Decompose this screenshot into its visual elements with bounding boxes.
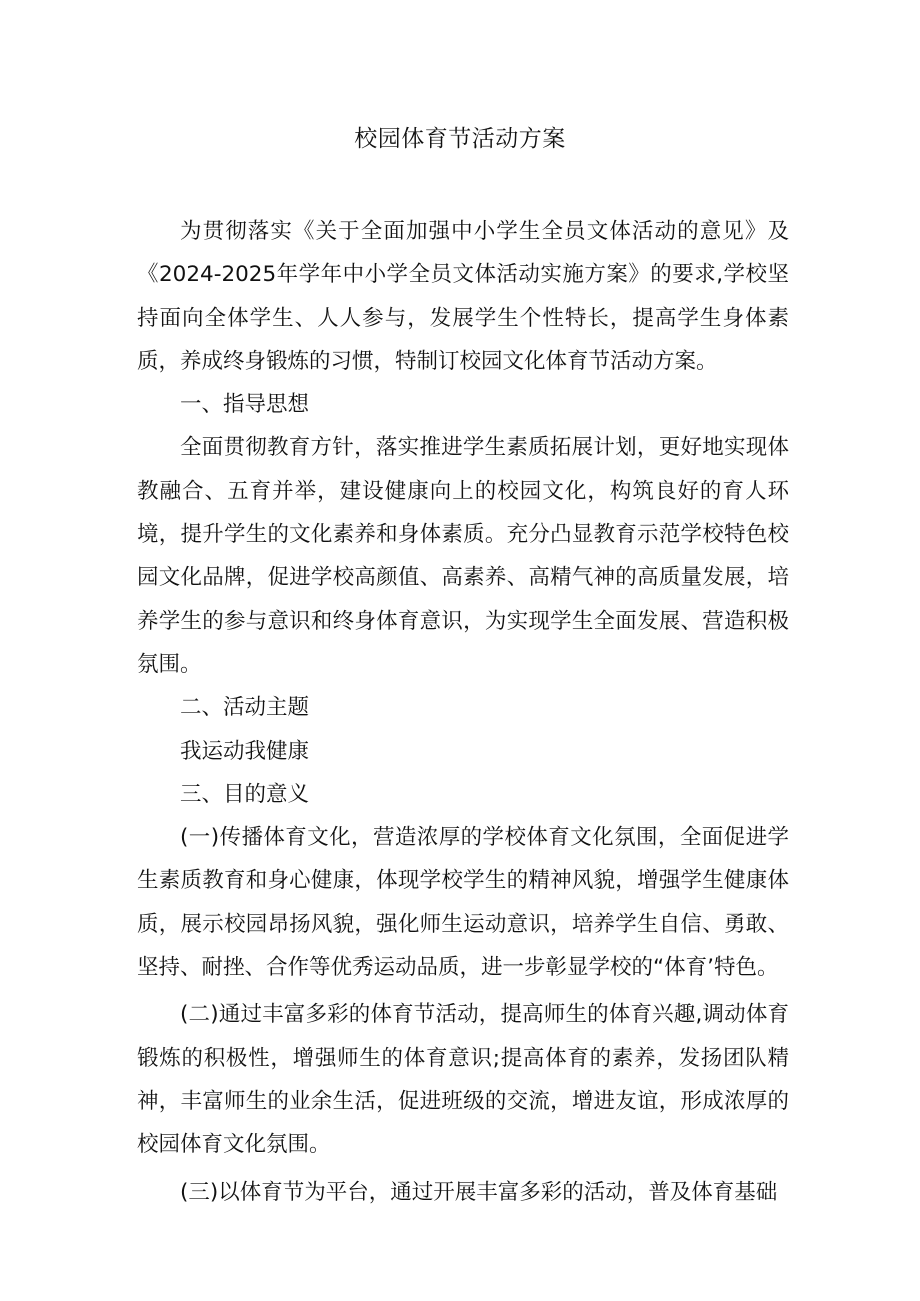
section-heading-guiding-ideology: 一、指导思想 [180,392,310,418]
section-heading-purpose: 三、目的意义 [180,781,310,807]
intro-paragraph: 为贯彻落实《关于全面加强中小学生全员文体活动的意见》及《2024-2025年学年中小学全员文体活动实施方案》的要求,学校坚持面向全体学生、人人参与，发展学生个性特长，提高学生身体素质，养成终身锻炼的习惯，特制订校园文化体育节活动方案。 [137,219,789,374]
purpose-item-1: (一)传播体育文化，营造浓厚的学校体育文化氛围，全面促进学生素质教育和身心健康，体现学校学生的精神风貌，增强学生健康体质，展示校园昂扬风貌，强化师生运动意识，培养学生自信、勇敢、坚持、耐挫、合作等优秀运动品质，进一步彰显学校的“体育’特色。 [137,825,789,981]
purpose-item-2: (二)通过丰富多彩的体育节活动，提高师生的体育兴趣,调动体育锻炼的积极性，增强师生的体育意识;提高体育的素养，发扬团队精神，丰富师生的业余生活，促进班级的交流，增进友谊，形成浓厚的校园体育文化氛围。 [137,1002,789,1158]
purpose-item-3: (三)以体育节为平台，通过开展丰富多彩的活动，普及体育基础 [180,1179,778,1205]
section-heading-activity-theme: 二、活动主题 [180,695,310,721]
document-body [137,210,789,1214]
document-title: 校园体育节活动方案 [354,126,566,152]
activity-theme-text: 我运动我健康 [180,738,310,764]
guiding-ideology-paragraph: 全面贯彻教育方针，落实推进学生素质拓展计划，更好地实现体教融合、五育并举，建设健康向上的校园文化，构筑良好的育人环境，提升学生的文化素养和身体素质。充分凸显教育示范学校特色校园文化品牌，促进学校高颜值、高素养、高精气神的高质量发展，培养学生的参与意识和终身体育意识，为实现学生全面发展、营造积极氛围。 [137,435,789,677]
